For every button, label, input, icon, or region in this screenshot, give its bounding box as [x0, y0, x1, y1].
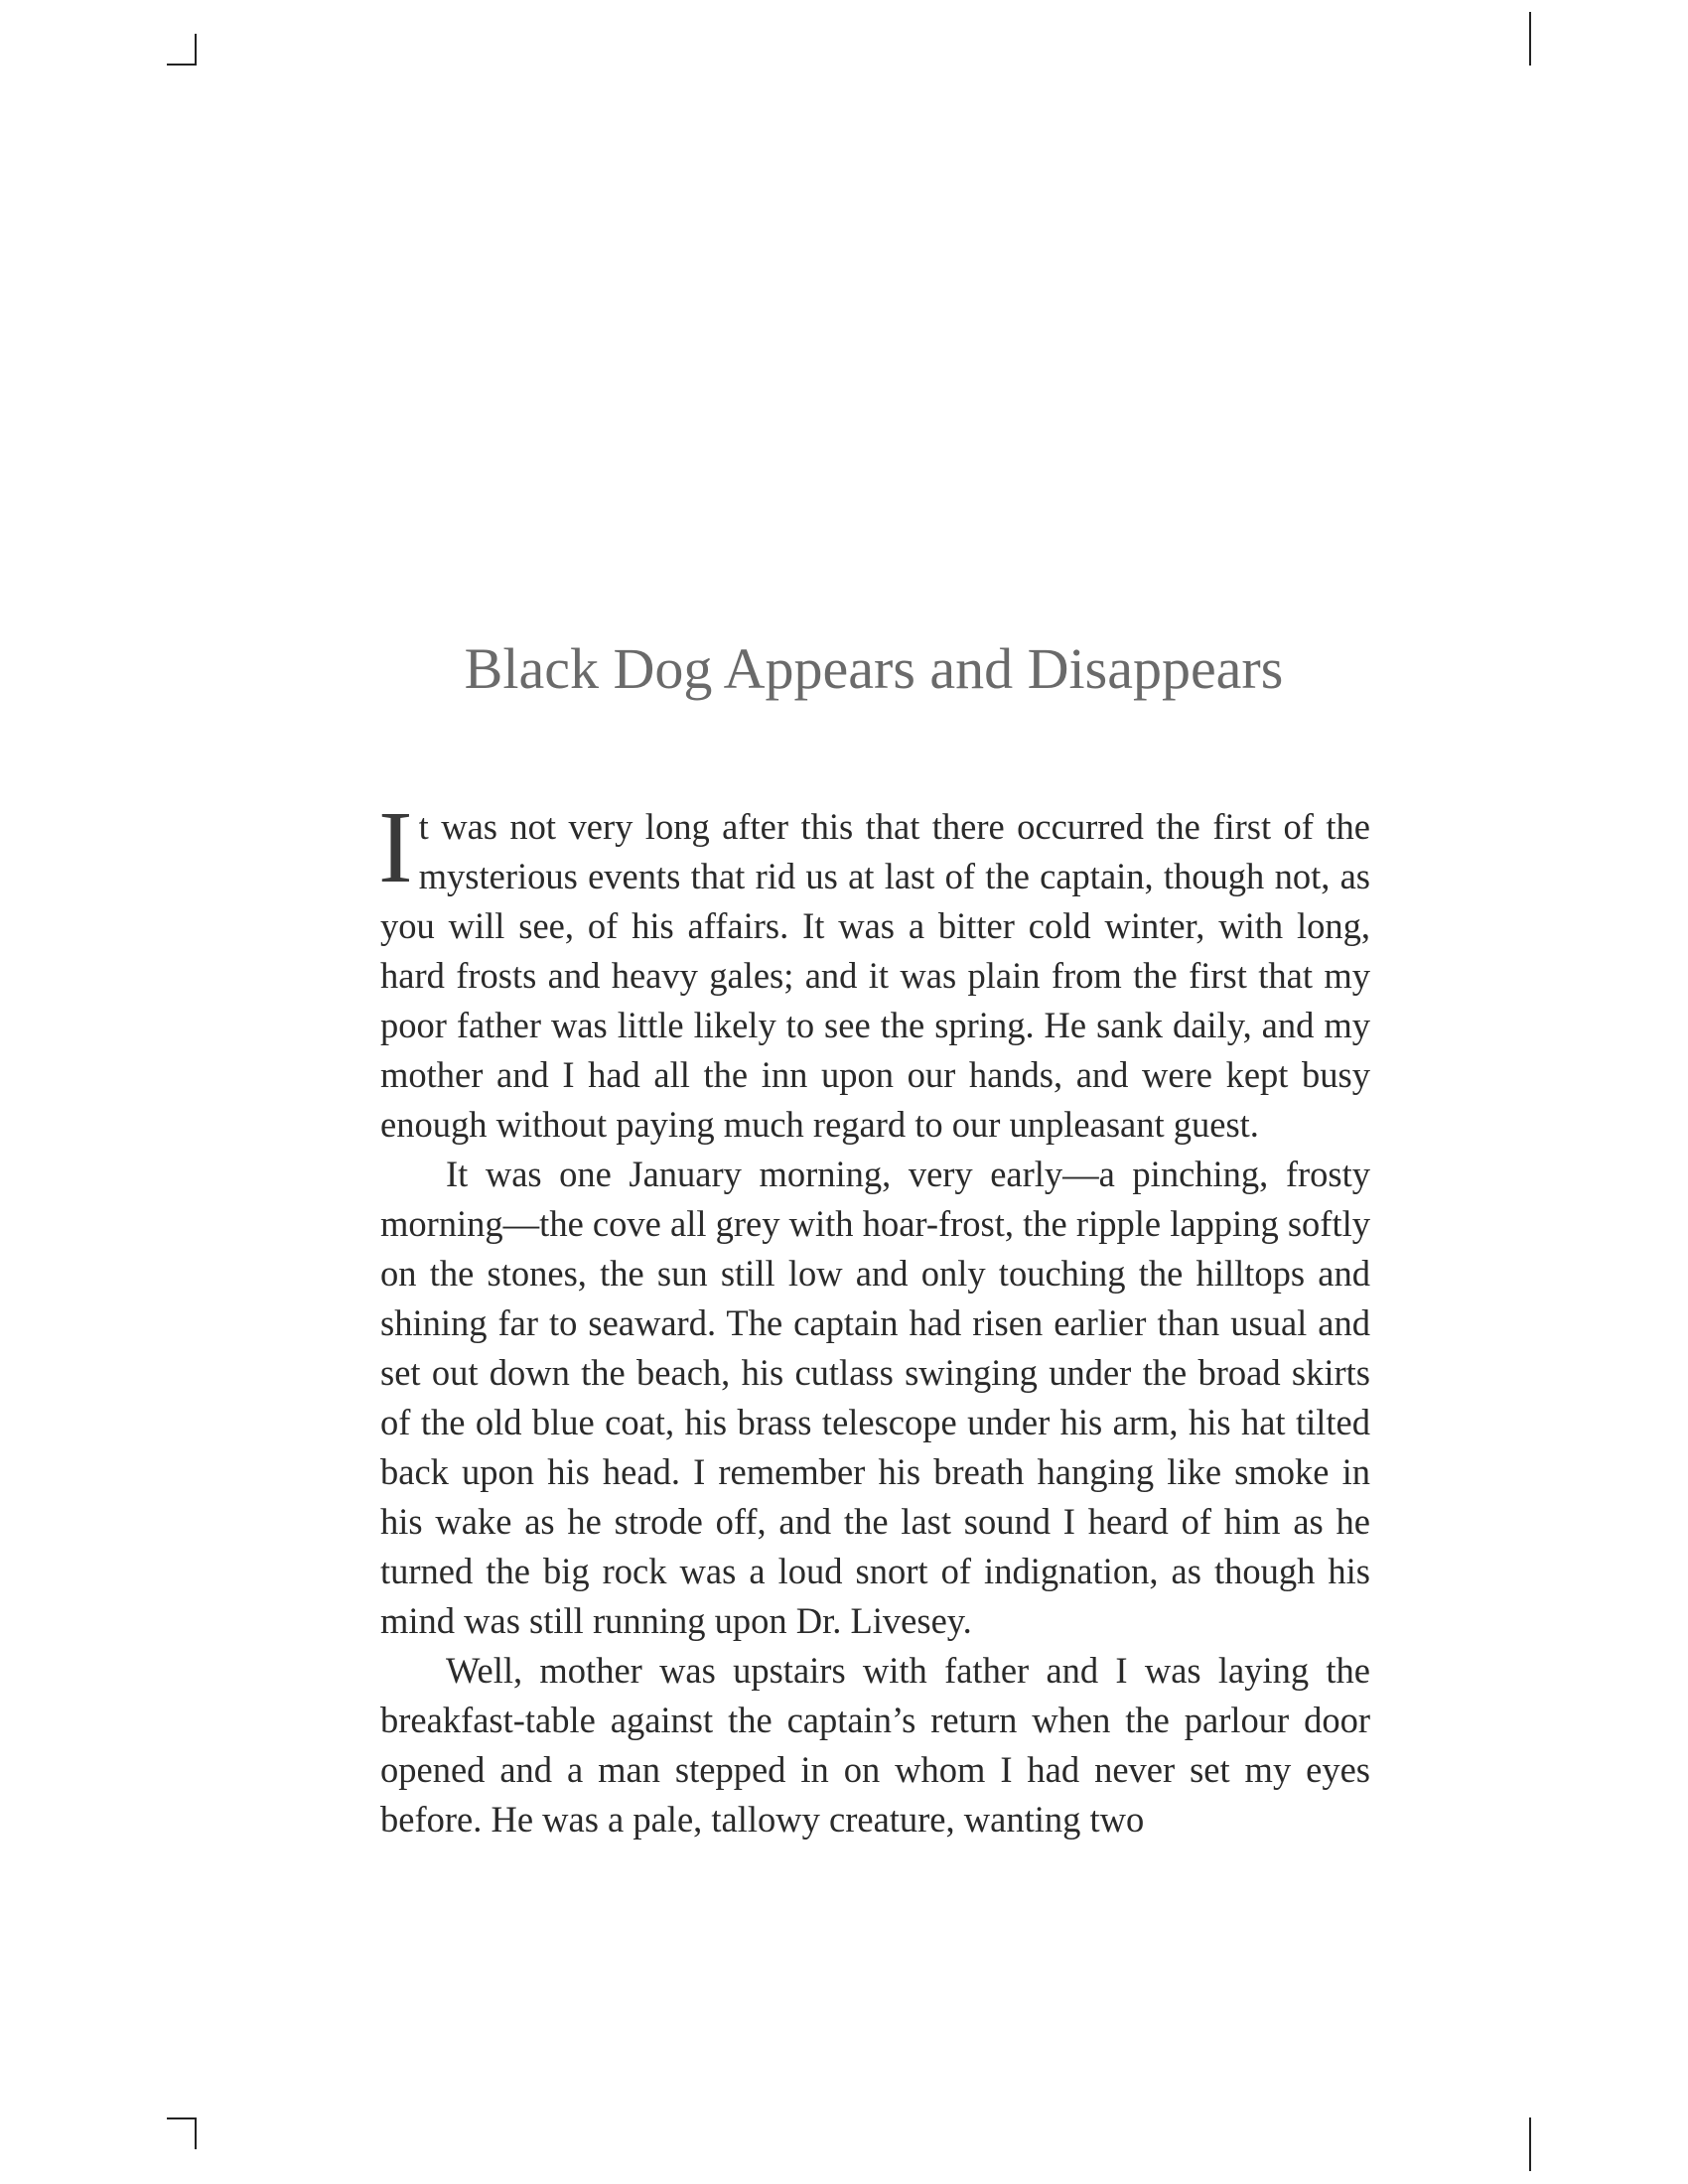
paragraph-2: It was one January morning, very early—a pinching, frosty morning—the cove all grey with hoar-frost, the ripple lapping softly on the stones, the sun still low and only touching the hilltops and shining far to seaward. The captain had risen earlier than usual and set out down the beach, his cutlass swinging under the broad skirts of the old blue coat, his brass telescope under his arm, his hat tilted back upon his head. I remember his breath hanging like smoke in his wake as he strode off, and the last sound I heard of him as he turned the big rock was a loud snort of indignation, as though his mind was still running upon Dr. Livesey.: [380, 1154, 1370, 1641]
paragraph-1: [378, 790, 1370, 1150]
crop-mark-top-left-vertical: [195, 34, 197, 66]
paragraph-3: Well, mother was upstairs with father and I was laying the breakfast-table against the captain’s return when the parlour door opened and a man stepped in on whom I had never set my eyes before. He was a pale, tallowy creature, wanting two: [380, 1650, 1370, 1840]
drop-cap: I: [378, 790, 413, 904]
crop-mark-top-left-horizontal: [167, 64, 197, 66]
crop-mark-bottom-left-horizontal: [167, 2117, 197, 2119]
crop-mark-top-right: [1529, 12, 1531, 66]
crop-mark-bottom-left-vertical: [195, 2117, 197, 2149]
chapter-body: [378, 790, 1370, 1844]
crop-mark-bottom-right: [1529, 2117, 1531, 2171]
chapter-title: Black Dog Appears and Disappears: [464, 636, 1284, 701]
paragraph-1-text: t was not very long after this that there occurred the first of the mysterious events that rid us at last of the captain, though not, as you will see, of his affairs. It was a bitter cold winter, with long, hard frosts and heavy gales; and it was plain from the first that my poor father was little likely to see the spring. He sank daily, and my mother and I had all the inn upon our hands, and were kept busy enough without paying much regard to our unpleasant guest.: [380, 806, 1370, 1145]
